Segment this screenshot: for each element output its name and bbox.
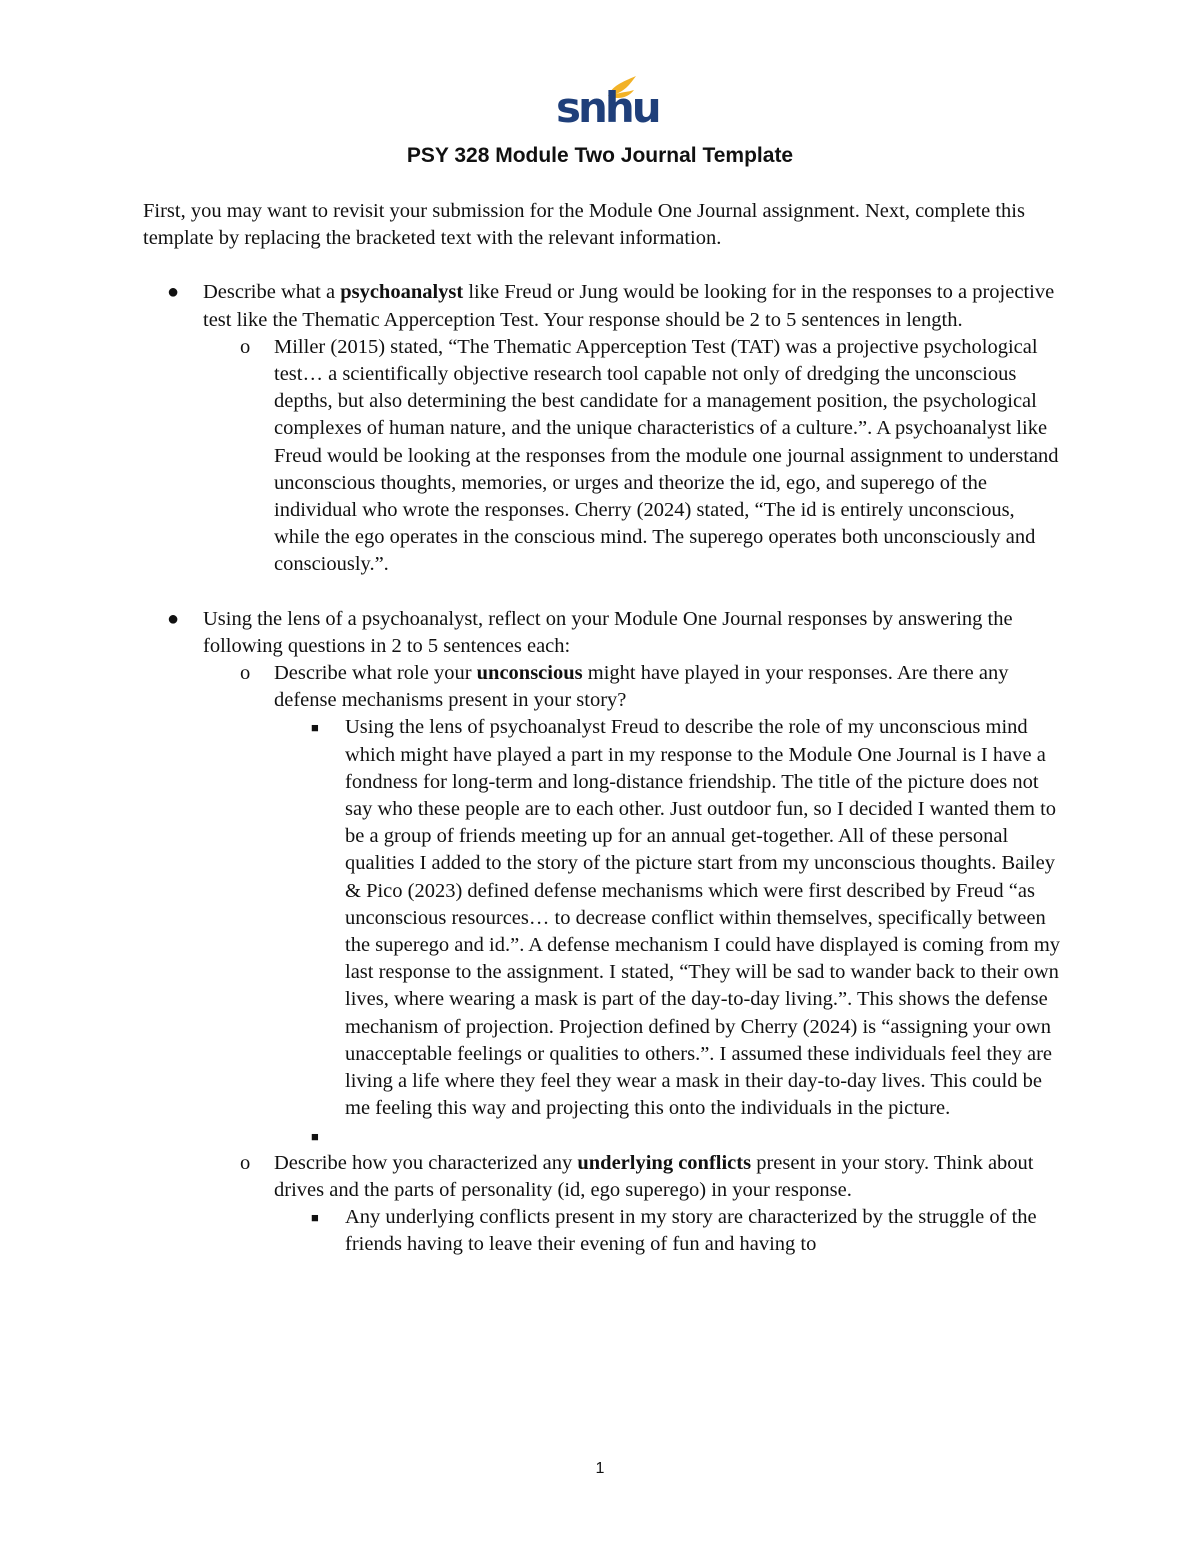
- list-item: o Describe what role your unconscious might have played in your responses. Are there any defense mechanisms present in your story? ■ Using the lens of psychoanalyst Freud to describe the role of my unconscious mind which might have played a part in my response to the Module One Journal is I have a fondness for long-term and long-distance friendship. The title of the picture does not say who these people are to each other. Just outdoor fun, so I decided I wanted them to be a group of friends meeting up for an annual get-together. All of these personal qualities I added to the story of the picture start from my unconscious thoughts. Bailey & Pico (2023) defined defense mechanisms which were first described by Freud “as unconscious resources… to decrease conflict within themselves, specifically between the superego and id.”. A defense mechanism I could have displayed is coming from my last response to the assignment. I stated, “They will be sad to wander back to their own lives, where wearing a mask is part of the day-to-day living.”. This shows the defense mechanism of projection. Projection defined by Cherry (2024) is “assigning your own unacceptable feelings or qualities to others.”. I assumed these individuals feel they are living a life where they feel they wear a mask in their day-to-day lives. This could be me feeling this way and projecting this onto the individuals in the picture. ■: [143, 660, 1063, 1149]
- square-bullet-icon: ■: [311, 1128, 319, 1144]
- bullet-icon: ●: [167, 607, 180, 630]
- page-number: 1: [595, 1460, 605, 1477]
- circle-bullet-icon: o: [240, 662, 251, 685]
- document-body: [143, 198, 1063, 1258]
- main-list: [143, 279, 1063, 1258]
- page-title: PSY 328 Module Two Journal Template: [406, 144, 794, 167]
- list-item: [143, 334, 1063, 579]
- list-item: ● Using the lens of a psychoanalyst, reflect on your Module One Journal responses by answering the following questions in 2 to 5 sentences each: o Describe what role your unconscious might have played in your responses. Are there any defense mechanisms present in your story? ■ Using the lens of psychoanalyst Freud to describe the role of my unconscious mind which might have played a part in my response to the Module One Journal is I have a fondness for long-term and long-distance friendship. The title of the picture does not say who these people are to each other. Just outdoor fun, so I decided I wanted them to be a group of friends meeting up for an annual get-together. All of these personal qualities I added to the story of the picture start from my unconscious thoughts. Bailey & Pico (2023) defined defense mechanisms which were first described by Freud “as unconscious resources… to decrease conflict within themselves, specifically between the superego and id.”. A defense mechanism I could have displayed is coming from my last response to the assignment. I stated, “They will be sad to wander back to their own lives, where wearing a mask is part of the day-to-day living.”. This shows the defense mechanism of projection. Projection defined by Cherry (2024) is “assigning your own unacceptable feelings or qualities to others.”. I assumed these individuals feel they are living a life where they feel they wear a mask in their day-to-day lives. This could be me feeling this way and projecting this onto the individuals in the picture. ■ o Describe how you characterized any underlying conflicts present in your story. Think about drives and the parts of personality (id, ego superego) in your response. ■ Any underlying conflicts present in my story are characterized by the struggle of the friends having to leave their evening of fun and having to: [143, 606, 1063, 1259]
- circle-bullet-icon: o: [240, 335, 251, 358]
- keyword-unconscious: unconscious: [476, 662, 583, 685]
- logo-text: snhu: [556, 83, 659, 132]
- square-bullet-icon: ■: [311, 720, 319, 736]
- list-item: [143, 714, 1063, 1122]
- circle-bullet-icon: o: [240, 1151, 251, 1174]
- square-bullet-icon: ■: [311, 1209, 319, 1225]
- answer-text: Any underlying conflicts present in my story are characterized by the struggle of the friends having to leave their evening of fun and having to: [345, 1205, 1037, 1256]
- snhu-logo: [556, 74, 659, 134]
- list-item: [143, 1204, 1063, 1258]
- intro-paragraph: First, you may want to revisit your submission for the Module One Journal assignment. Next, complete this template by replacing the bracketed text with the relevant information.: [143, 200, 1025, 250]
- answer-text: Using the lens of psychoanalyst Freud to describe the role of my unconscious mind which might have played a part in my response to the Module One Journal is I have a fondness for long-term and long-distance friendship. The title of the picture does not say who these people are to each other. Just outdoor fun, so I decided I wanted them to be a group of friends meeting up for an annual get-together. All of these personal qualities I added to the story of the picture start from my unconscious thoughts. Bailey & Pico (2023) defined defense mechanisms which were first described by Freud “as unconscious resources… to decrease conflict within themselves, specifically between the superego and id.”. A defense mechanism I could have displayed is coming from my last response to the assignment. I stated, “They will be sad to wander back to their own lives, where wearing a mask is part of the day-to-day living.”. This shows the defense mechanism of projection. Projection defined by Cherry (2024) is “assigning your own unacceptable feelings or qualities to others.”. I assumed these individuals feel they are living a life where they feel they wear a mask in their day-to-day lives. This could be me feeling this way and projecting this onto the individuals in the picture.: [345, 716, 1061, 1120]
- bullet-icon: ●: [167, 281, 180, 304]
- list-item: o Describe how you characterized any underlying conflicts present in your story. Think about drives and the parts of personality (id, ego superego) in your response. ■ Any underlying conflicts present in my story are characterized by the struggle of the friends having to leave their evening of fun and having to: [143, 1150, 1063, 1259]
- list-item: ● Describe what a psychoanalyst like Freud or Jung would be looking for in the responses to a projective test like the Thematic Apperception Test. Your response should be 2 to 5 sentences in length. o Miller (2015) stated, “The Thematic Apperception Test (TAT) was a projective psychological test… a scientifically objective research tool capable not only of dredging the unconscious depths, but also determining the best candidate for a management position, the psychological complexes of human nature, and the unique characteristics of a culture.”. A psychoanalyst like Freud would be looking at the responses from the module one journal assignment to understand unconscious thoughts, memories, or urges and theorize the id, ego, and superego of the individual who wrote the responses. Cherry (2024) stated, “The id is entirely unconscious, while the ego operates in the conscious mind. The superego operates both unconsciously and consciously.”.: [143, 279, 1063, 578]
- empty-list-item: [143, 1123, 1063, 1150]
- keyword-underlying-conflicts: underlying conflicts: [577, 1151, 752, 1174]
- answer-text: Miller (2015) stated, “The Thematic Apperception Test (TAT) was a projective psychological test… a scientifically objective research tool capable not only of dredging the unconscious depths, but also determining the best candidate for a management position, the psychological complexes of human nature, and the unique characteristics of a culture.”. A psychoanalyst like Freud would be looking at the responses from the module one journal assignment to understand unconscious thoughts, memories, or urges and theorize the id, ego, and superego of the individual who wrote the responses. Cherry (2024) stated, “The id is entirely unconscious, while the ego operates in the conscious mind. The superego operates both unconsciously and consciously.”.: [274, 335, 1059, 576]
- keyword-psychoanalyst: psychoanalyst: [340, 281, 464, 304]
